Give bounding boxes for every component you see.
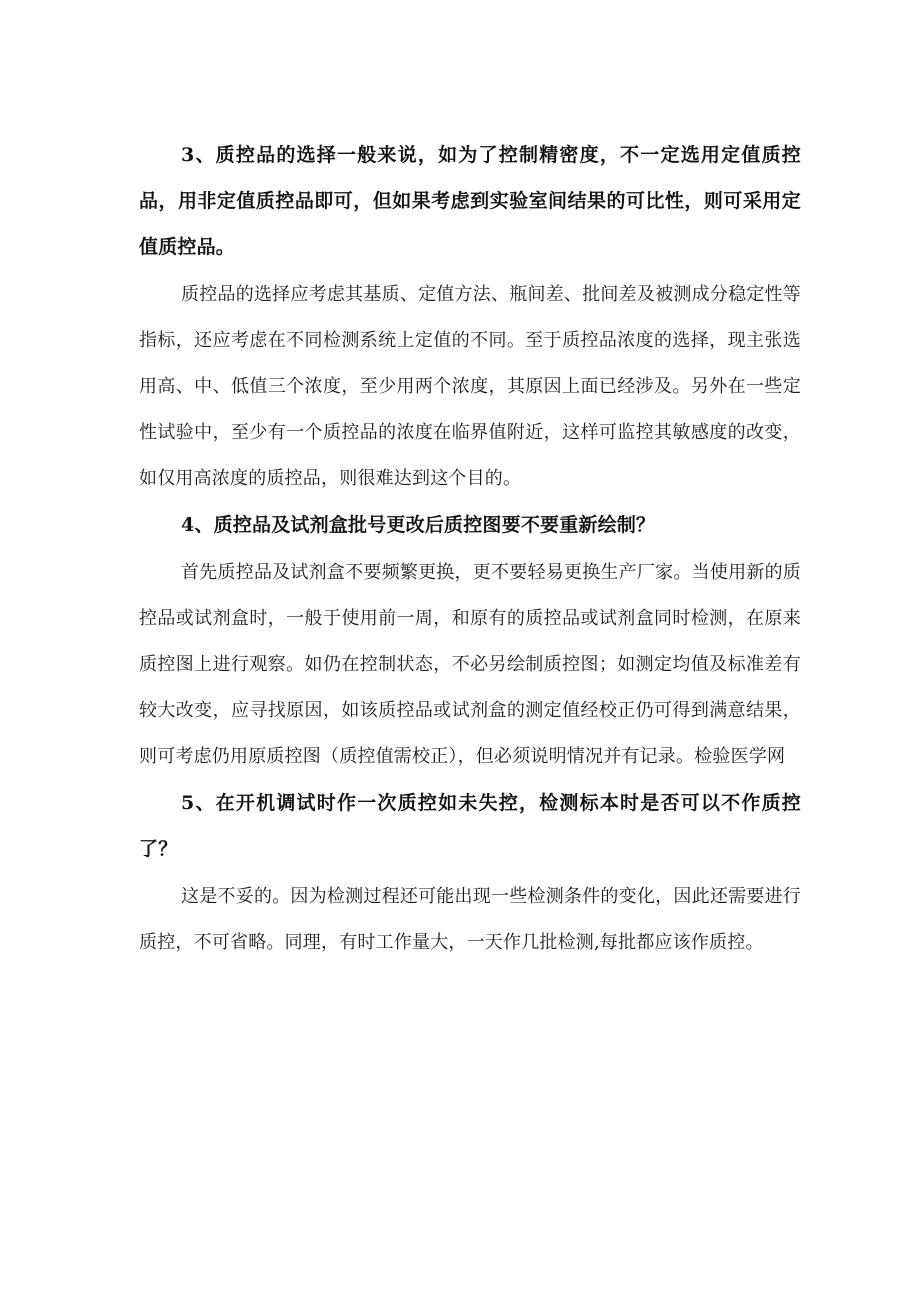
section-body-5: 这是不妥的。因为检测过程还可能出现一些检测条件的变化，因此还需要进行质控，不可省略。同理，有时工作量大，一天作几批检测,每批都应该作质控。 bbox=[139, 886, 801, 953]
document-page bbox=[139, 132, 801, 966]
section-heading-3: 3、质控品的选择一般来说，如为了控制精密度，不一定选用定值质控品，用非定值质控品即可，但如果考虑到实验室间结果的可比性，则可采用定值质控品。 bbox=[139, 144, 801, 258]
section-body-4: 首先质控品及试剂盒不要频繁更换，更不要轻易更换生产厂家。当使用新的质控品或试剂盒时，一般于使用前一周，和原有的质控品或试剂盒同时检测，在原来质控图上进行观察。如仍在控制状态，不必另绘制质控图；如测定均值及标准差有较大改变，应寻找原因，如该质控品或试剂盒的测定值经校正仍可得到满意结果，则可考虑仍用原质控图（质控值需校正），但必须说明情况并有记录。检验医学网 bbox=[139, 562, 801, 767]
section-heading-5: 5、在开机调试时作一次质控如未失控，检测标本时是否可以不作质控了？ bbox=[139, 792, 801, 860]
section-heading-4: 4、质控品及试剂盒批号更改后质控图要不要重新绘制？ bbox=[181, 514, 656, 536]
section-body-3: 质控品的选择应考虑其基质、定值方法、瓶间差、批间差及被测成分稳定性等指标，还应考虑在不同检测系统上定值的不同。至于质控品浓度的选择，现主张选用高、中、低值三个浓度，至少用两个浓度，其原因上面已经涉及。另外在一些定性试验中，至少有一个质控品的浓度在临界值附近，这样可监控其敏感度的改变，如仅用高浓度的质控品，则很难达到这个目的。 bbox=[139, 284, 801, 489]
